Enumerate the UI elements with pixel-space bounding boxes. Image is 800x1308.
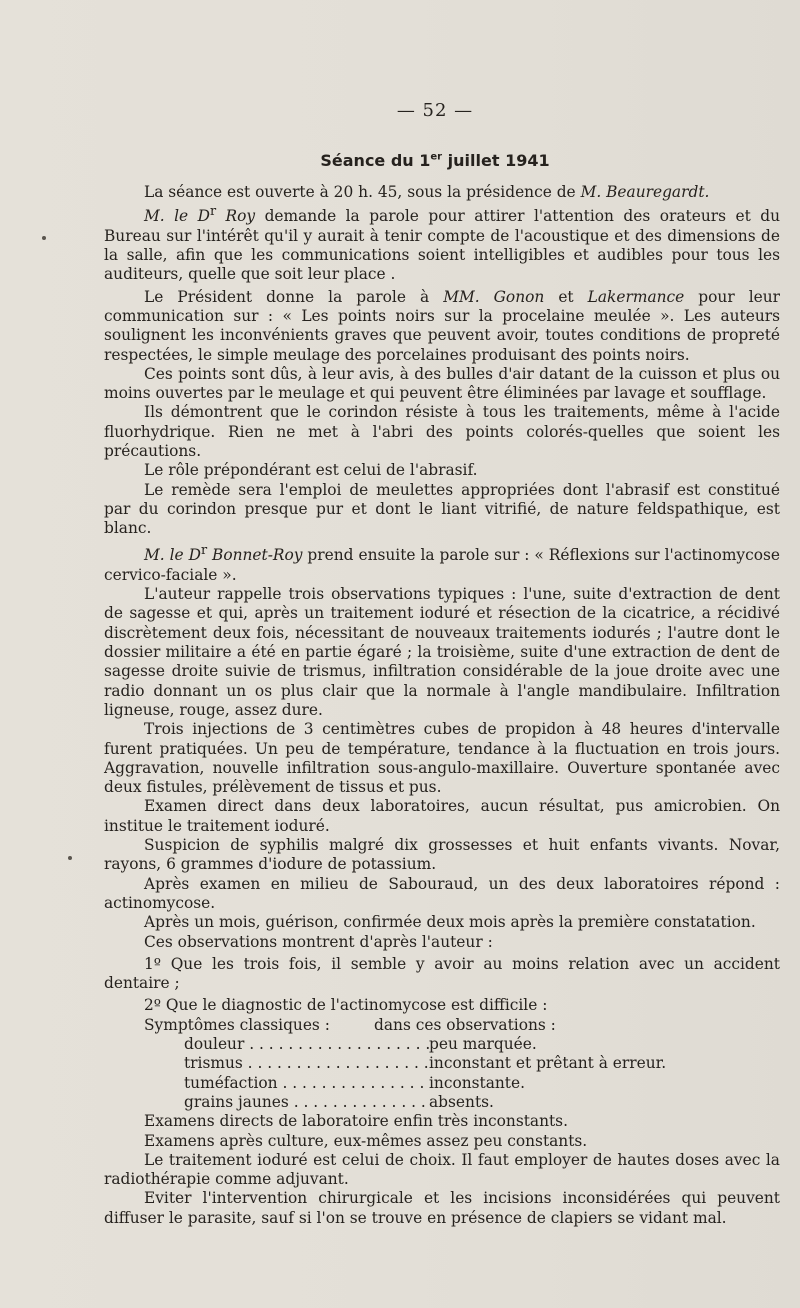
paragraph-opening: La séance est ouverte à 20 h. 45, sous la présidence de M. Beauregardt. [144,183,710,201]
paragraph: Le rôle prépondérant est celui de l'abrasif. [144,461,478,480]
paragraph-bonnet-roy: M. le $D^r$ Bonnet-Roy prend ensuite la parole sur : « Réflexions sur l'actinomycose cervico-faciale ». [104,543,781,584]
paragraph-communication: Le Président donne la parole à MM. Gonon et Lakermance pour leur communication sur : « Les points noirs sur la procelaine meulée ». Les auteurs soulignent les inconvénients graves que peuvent avoir, toutes conditions de propreté respectées, le simple meulage des porcelaines produisant des points noirs. [104,287,781,364]
paragraph: Examen direct dans deux laboratoires, aucun résultat, pus amicrobien. On institue le traitement ioduré. [104,797,780,835]
paragraph: Examens après culture, eux-mêmes assez peu constants. [144,1131,588,1150]
margin-dot [42,236,46,240]
paragraph: L'auteur rappelle trois observations typiques : l'une, suite d'extraction de dent de sagesse et qui, après un traitement ioduré et résection de la cicatrice, a récidivé discrètement deux fois, nécessitant de nouveaux traitements iodurés ; l'autre dont le dossier militaire a été en partie égaré ; la troisième, suite d'une extraction de dent de sagesse droite suivie de trismus, infiltration considérable de la joue droite avec une radio donnant un os plus clair que la normale à l'angle mandibulaire. Infiltration ligneuse, rouge, assez dure. [104,585,780,719]
paragraph: Après examen en milieu de Sabouraud, un des deux laboratoires répond : actinomycose. [104,874,780,912]
session-heading: Séance du 1er juillet 1941 [320,151,550,170]
paragraph: Après un mois, guérison, confirmée deux mois après la première constatation. [144,913,756,932]
margin-dot [68,856,72,860]
paragraph: Le remède sera l'emploi de meulettes appropriées dont l'abrasif est constitué par du corindon presque pur et dont le liant vitrifié, de nature feldspathique, est blanc. [104,480,780,538]
symptoms-header: Symptômes classiques : dans ces observations : [144,1015,556,1034]
paragraph: Examens directs de laboratoire enfin très inconstants. [144,1112,568,1131]
body-text [104,183,780,1228]
page-number: — 52 — [396,100,474,121]
paragraph: Le traitement ioduré est celui de choix. Il faut employer de hautes doses avec la radiothérapie comme adjuvant. [104,1150,780,1189]
paragraph: Eviter l'intervention chirurgicale et les incisions inconsidérées qui peuvent diffuser le parasite, sauf si l'on se trouve en présence de clapiers se vidant mal. [104,1189,780,1227]
symptom-row: grains jaunes . . . absents. [104,1093,780,1112]
symptom-row: tuméfaction . . . inconstante. [104,1074,780,1093]
paragraph: 1º Que les trois fois, il semble y avoir au moins relation avec un accident dentaire ; [104,954,780,993]
paragraph: Suspicion de syphilis malgré dix grossesses et huit enfants vivants. Novar, rayons, 6 grammes d'iodure de potassium. [104,836,780,874]
symptom-row: douleur . . . peu marquée. [104,1035,780,1054]
paragraph-roy: M. le $D^r$ Roy demande la parole pour attirer l'attention des orateurs et du Bureau sur l'intérêt qu'il y aurait à tenir compte de l'acoustique et des dimensions de la salle, afin que les communications soient intelligibles et audibles pour tous les auditeurs, quelle que soit leur place . [104,204,780,284]
paragraph: Ces observations montrent d'après l'auteur : [144,932,493,951]
symptom-row: trismus . . . inconstant et prêtant à erreur. [104,1054,780,1073]
paragraph: 2º Que le diagnostic de l'actinomycose est difficile : [144,996,548,1015]
paragraph: Ces points sont dûs, à leur avis, à des bulles d'air datant de la cuisson et plus ou moins ouvertes par le meulage et qui peuvent être éliminées par lavage et soufflage. [104,364,780,403]
paragraph: Trois injections de 3 centimètres cubes de propidon à 48 heures d'intervalle furent pratiquées. Un peu de température, tendance à la fluctuation en trois jours. Aggravation, nouvelle infiltration sous-angulo-maxillaire. Ouverture spontanée avec deux fistules, prélèvement de tissus et pus. [104,720,780,797]
paragraph: Ils démontrent que le corindon résiste à tous les traitements, même à l'acide fluorhydrique. Rien ne met à l'abri des points colorés-quelles que soient les précautions. [104,403,780,460]
